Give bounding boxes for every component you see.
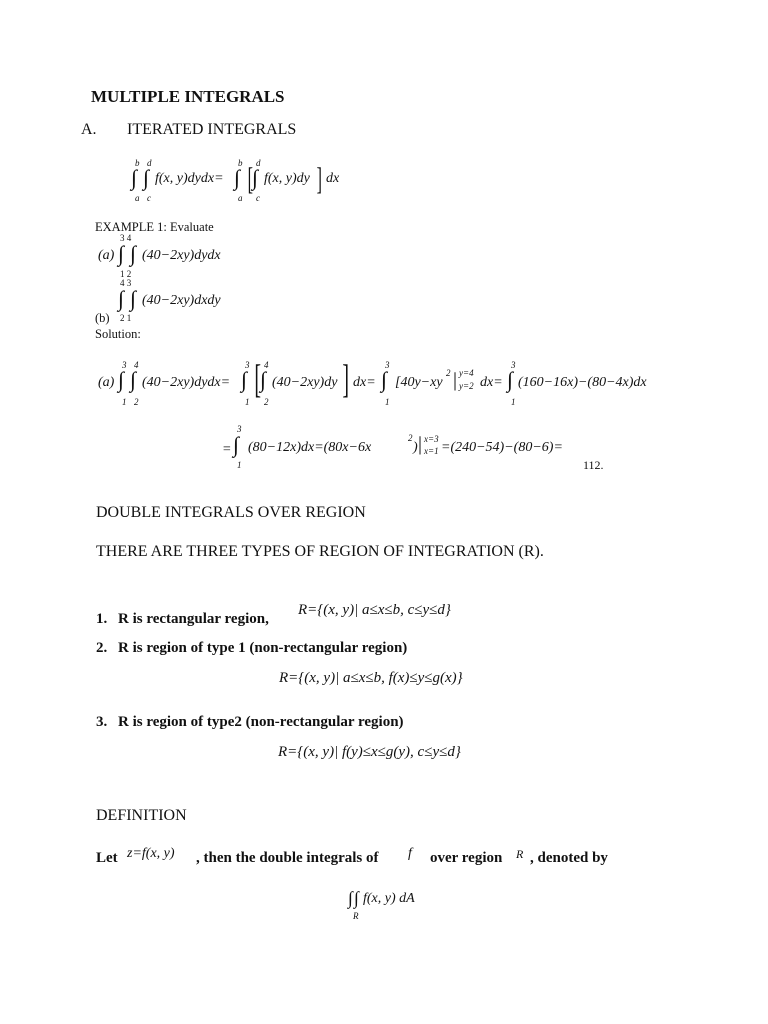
part-a-expr: (40−2xy)dydx: [142, 248, 221, 263]
limit-lower: 1: [237, 460, 242, 470]
limit-lower: 1: [511, 397, 516, 407]
region-item-1-formula: R={(x, y)| a≤x≤b, c≤y≤d}: [298, 602, 451, 618]
limit-upper: 3: [237, 424, 242, 434]
definition-R: R: [516, 847, 524, 861]
bracket-right: ]: [316, 160, 322, 196]
integral-sign: ∫: [241, 367, 248, 392]
line2-close: ): [413, 440, 418, 455]
limit-upper: 4: [134, 360, 139, 370]
integral-sign: ∫: [131, 165, 138, 190]
integral-sign: ∫: [118, 241, 125, 266]
eval-bottom: y=2: [459, 381, 474, 391]
integral-sign: ∫: [130, 241, 137, 266]
integral-sign: ∫: [354, 888, 359, 908]
limit-upper: 3: [122, 360, 127, 370]
bracket-left: [: [247, 160, 253, 196]
limits-lower: 2 1: [120, 313, 132, 323]
limits-upper: 3 4: [120, 233, 132, 243]
solution-line-2: [222, 422, 622, 474]
limit-lower: 1: [245, 397, 250, 407]
integral-sign: ∫: [348, 888, 353, 908]
integral-sign: ∫: [130, 286, 137, 311]
region-item-3-text: R is region of type2 (non-rectangular region): [118, 714, 404, 730]
solution-label: Solution:: [95, 327, 141, 341]
line1-expr1: (40−2xy)dydx=: [142, 375, 231, 390]
definition-text-2: over region: [430, 850, 503, 866]
integral-sign: ∫: [118, 286, 125, 311]
limit-upper: 4: [264, 360, 269, 370]
solution-line-1: [96, 355, 676, 411]
limit-a: a: [238, 193, 243, 203]
line2-equals: =: [222, 442, 232, 457]
definition-let: Let: [96, 850, 118, 866]
limits-lower: 1 2: [120, 269, 132, 279]
line1-expr2: (40−2xy)dy: [272, 375, 338, 390]
integral-sign: ∫: [118, 367, 125, 392]
integral-sign: ∫: [252, 165, 259, 190]
limit-b: b: [238, 158, 243, 168]
line1-label: (a): [98, 375, 115, 390]
line2-sup: 2: [408, 433, 413, 443]
bracket-left: [: [254, 356, 261, 401]
line1-expr3: dx=: [353, 375, 376, 390]
example-part-a: [96, 233, 296, 281]
eval-bottom: x=1: [424, 446, 439, 456]
line2-expr: (80−12x)dx=(80x−6x: [248, 440, 372, 455]
definition-text-1: , then the double integrals of: [196, 850, 379, 866]
double-integral-body: f(x, y) dA: [363, 891, 415, 906]
part-b-expr: (40−2xy)dxdy: [142, 293, 221, 308]
region-item-2-formula: R={(x, y)| a≤x≤b, f(x)≤y≤g(x)}: [279, 670, 463, 686]
iterated-lhs: f(x, y)dydx=: [155, 171, 224, 186]
region-item-2-number: 2.: [96, 640, 108, 656]
definition-heading: DEFINITION: [96, 807, 187, 824]
limit-d: d: [256, 158, 261, 168]
region-item-3-formula: R={(x, y)| f(y)≤x≤g(y), c≤y≤d}: [278, 744, 461, 760]
double-integrals-heading: DOUBLE INTEGRALS OVER REGION: [96, 504, 366, 521]
part-a-label: (a): [98, 248, 115, 263]
line2-rest: =(240−54)−(80−6)=: [441, 440, 563, 455]
line1-expr6: (160−16x)−(80−4x)dx: [518, 375, 647, 390]
eval-top: y=4: [459, 368, 474, 378]
limit-d: d: [147, 158, 152, 168]
section-a-label: A.: [81, 121, 97, 138]
eval-bar: |: [453, 369, 458, 391]
iterated-integral-formula: [128, 158, 368, 204]
limits-upper: 4 3: [120, 278, 132, 288]
limit-c: c: [147, 193, 151, 203]
region-item-1-number: 1.: [96, 611, 108, 627]
iterated-dx: dx: [326, 171, 340, 186]
double-integral-region: R: [353, 911, 359, 921]
page-title: MULTIPLE INTEGRALS: [91, 87, 285, 106]
region-types-heading: THERE ARE THREE TYPES OF REGION OF INTEGRATION (R).: [96, 543, 544, 560]
region-item-2-text: R is region of type 1 (non-rectangular region): [118, 640, 408, 656]
integral-sign: ∫: [381, 367, 388, 392]
limit-a: a: [135, 193, 140, 203]
eval-top: x=3: [424, 434, 439, 444]
result-value: 112.: [583, 458, 604, 472]
limit-lower: 2: [134, 397, 139, 407]
section-a-title: ITERATED INTEGRALS: [127, 121, 297, 138]
limit-upper: 3: [385, 360, 390, 370]
line1-expr4: [40y−xy: [395, 375, 443, 390]
example-part-b: [96, 278, 296, 326]
integral-sign: ∫: [260, 367, 267, 392]
definition-z-formula: z=f(x, y): [127, 846, 175, 861]
integral-sign: ∫: [233, 432, 240, 457]
integral-sign: ∫: [234, 165, 241, 190]
limit-lower: 2: [264, 397, 269, 407]
part-b-label: (b): [95, 311, 110, 325]
limit-lower: 1: [122, 397, 127, 407]
limit-upper: 3: [245, 360, 250, 370]
definition-f: f: [408, 846, 412, 861]
limit-b: b: [135, 158, 140, 168]
eval-bar: |: [418, 433, 423, 455]
definition-text-3: , denoted by: [530, 850, 608, 866]
limit-upper: 3: [511, 360, 516, 370]
double-integral-expression: [348, 887, 468, 923]
limit-lower: 1: [385, 397, 390, 407]
example-heading: EXAMPLE 1: Evaluate: [95, 220, 214, 234]
line1-sup: 2: [446, 368, 451, 378]
line1-expr5: dx=: [480, 375, 503, 390]
integral-sign: ∫: [130, 367, 137, 392]
iterated-inner: f(x, y)dy: [264, 171, 310, 186]
bracket-right: ]: [342, 356, 349, 401]
limit-c: c: [256, 193, 260, 203]
integral-sign: ∫: [143, 165, 150, 190]
region-item-1-text: R is rectangular region,: [118, 611, 269, 627]
integral-sign: ∫: [507, 367, 514, 392]
region-item-3-number: 3.: [96, 714, 108, 730]
